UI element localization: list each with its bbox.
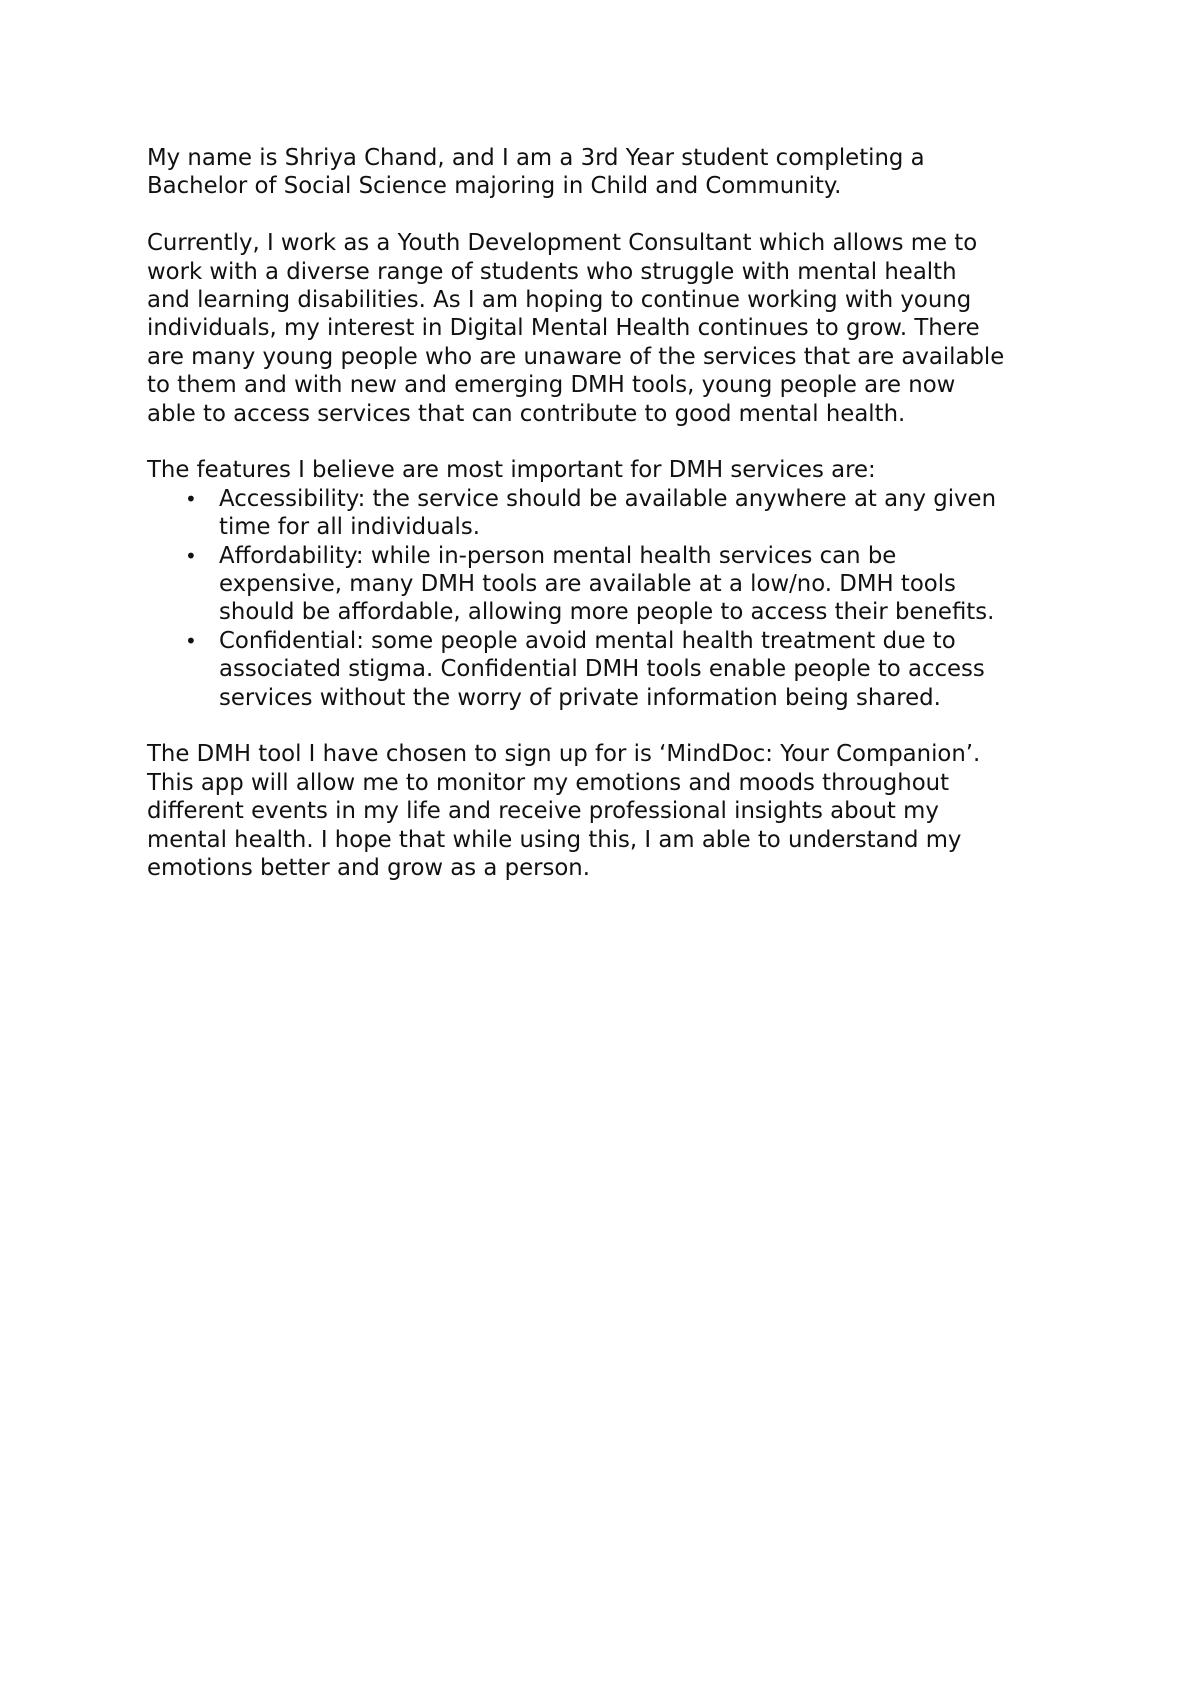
background-paragraph bbox=[147, 229, 1087, 428]
bullet-icon: • bbox=[185, 543, 197, 568]
document-page bbox=[147, 144, 1087, 911]
list-item bbox=[147, 627, 1087, 712]
text-line: are many young people who are unaware of the services that are available bbox=[147, 343, 1005, 370]
text-line: Currently, I work as a Youth Development Consultant which allows me to bbox=[147, 230, 978, 257]
text-line: individuals, my interest in Digital Mental Health continues to grow. There bbox=[147, 315, 980, 342]
text-line: Accessibility: the service should be available anywhere at any given bbox=[219, 485, 997, 512]
intro-paragraph bbox=[147, 144, 1087, 201]
text-line: My name is Shriya Chand, and I am a 3rd Year student completing a bbox=[147, 145, 925, 171]
bullet-icon: • bbox=[185, 628, 197, 653]
text-line: emotions better and grow as a person. bbox=[147, 855, 591, 882]
list-item bbox=[147, 485, 1087, 542]
text-line: Bachelor of Social Science majoring in Child and Community. bbox=[147, 173, 842, 200]
text-line: time for all individuals. bbox=[219, 514, 480, 541]
features-list bbox=[147, 485, 1087, 712]
text-line: to them and with new and emerging DMH tools, young people are now bbox=[147, 372, 956, 399]
text-line: different events in my life and receive professional insights about my bbox=[147, 798, 939, 825]
text-line: Confidential: some people avoid mental health treatment due to bbox=[219, 627, 956, 654]
text-line: services without the worry of private information being shared. bbox=[219, 684, 941, 711]
text-line: and learning disabilities. As I am hoping to continue working with young bbox=[147, 287, 972, 314]
text-line: mental health. I hope that while using this, I am able to understand my bbox=[147, 826, 962, 853]
bullet-icon: • bbox=[185, 486, 197, 511]
text-line: work with a diverse range of students who struggle with mental health bbox=[147, 258, 957, 285]
text-line: should be affordable, allowing more people to access their benefits. bbox=[219, 599, 995, 626]
text-line: associated stigma. Confidential DMH tools enable people to access bbox=[219, 656, 985, 683]
list-item bbox=[147, 542, 1087, 627]
features-intro: The features I believe are most important for DMH services are: bbox=[147, 457, 876, 484]
text-line: This app will allow me to monitor my emotions and moods throughout bbox=[147, 769, 950, 796]
text-line: expensive, many DMH tools are available at a low/no. DMH tools bbox=[219, 571, 956, 598]
conclusion-paragraph bbox=[147, 740, 1087, 882]
text-line: able to access services that can contribute to good mental health. bbox=[147, 400, 906, 427]
text-line: Affordability: while in-person mental health services can be bbox=[219, 542, 897, 569]
text-line: The DMH tool I have chosen to sign up for is ‘MindDoc: Your Companion’. bbox=[147, 741, 981, 768]
